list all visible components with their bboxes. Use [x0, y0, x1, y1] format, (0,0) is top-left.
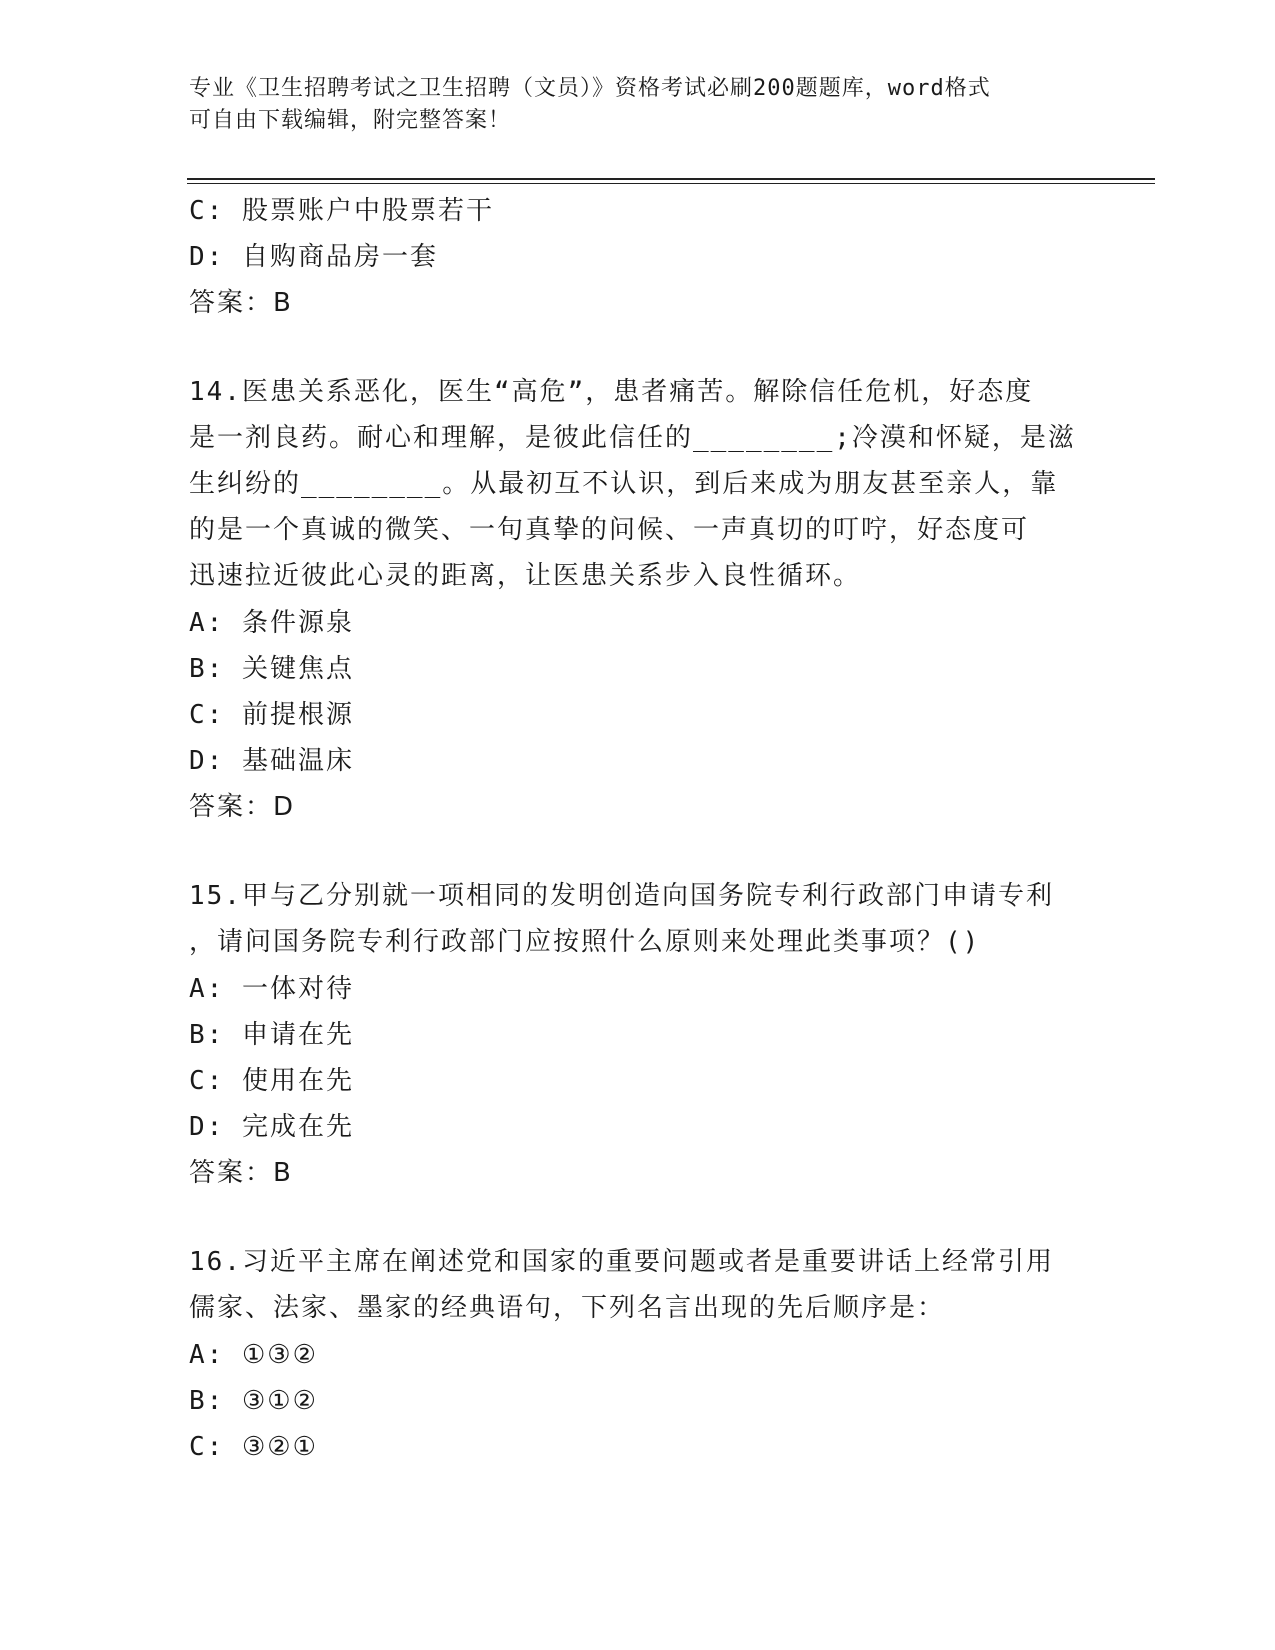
question-text-line: 15.甲与乙分别就一项相同的发明创造向国务院专利行政部门申请专利	[189, 881, 1054, 911]
question-15	[189, 874, 1089, 1196]
header-divider-thick	[187, 178, 1155, 180]
question-13-continued	[189, 188, 1089, 326]
question-text-line: 16.习近平主席在阐述党和国家的重要问题或者是重要讲话上经常引用	[189, 1247, 1054, 1277]
header-title-line-1: 专业《卫生招聘考试之卫生招聘（文员）》资格考试必刷200题题库，word格式	[189, 76, 991, 101]
option-d: D: 基础温床	[189, 746, 354, 776]
option-a: A: 一体对待	[189, 974, 354, 1004]
question-list	[189, 188, 1089, 1470]
answer-line: 答案：B	[189, 288, 293, 318]
option-c: C: 股票账户中股票若干	[189, 196, 494, 226]
question-text-line: 生纠纷的________。从最初互不认识，到后来成为朋友甚至亲人，靠	[189, 469, 1059, 499]
question-text-line: 儒家、法家、墨家的经典语句，下列名言出现的先后顺序是：	[189, 1293, 946, 1323]
question-text-line: 迅速拉近彼此心灵的距离，让医患关系步入良性循环。	[189, 561, 862, 591]
question-text-line: ，请问国务院专利行政部门应按照什么原则来处理此类事项？()	[189, 927, 981, 957]
option-a: A: ①③②	[189, 1340, 318, 1370]
option-d: D: 自购商品房一套	[189, 242, 438, 272]
question-14	[189, 370, 1089, 830]
question-text-line: 的是一个真诚的微笑、一句真挚的问候、一声真切的叮咛，好态度可	[189, 515, 1030, 545]
option-c: C: 前提根源	[189, 700, 354, 730]
question-text-line: 14.医患关系恶化，医生“高危”，患者痛苦。解除信任危机，好态度	[189, 377, 1034, 407]
option-c: C: 使用在先	[189, 1066, 354, 1096]
question-16	[189, 1240, 1089, 1470]
option-b: B: 申请在先	[189, 1020, 354, 1050]
answer-line: 答案：B	[189, 1158, 293, 1188]
option-a: A: 条件源泉	[189, 608, 354, 638]
header-divider-thin	[187, 183, 1155, 184]
document-header	[189, 73, 1089, 137]
answer-line: 答案：D	[189, 792, 296, 822]
header-title-line-2: 可自由下载编辑，附完整答案！	[189, 108, 512, 133]
option-d: D: 完成在先	[189, 1112, 354, 1142]
question-text-line: 是一剂良药。耐心和理解，是彼此信任的________;冷漠和怀疑，是滋	[189, 423, 1076, 453]
option-c: C: ③②①	[189, 1432, 318, 1462]
option-b: B: ③①②	[189, 1386, 318, 1416]
option-b: B: 关键焦点	[189, 654, 354, 684]
